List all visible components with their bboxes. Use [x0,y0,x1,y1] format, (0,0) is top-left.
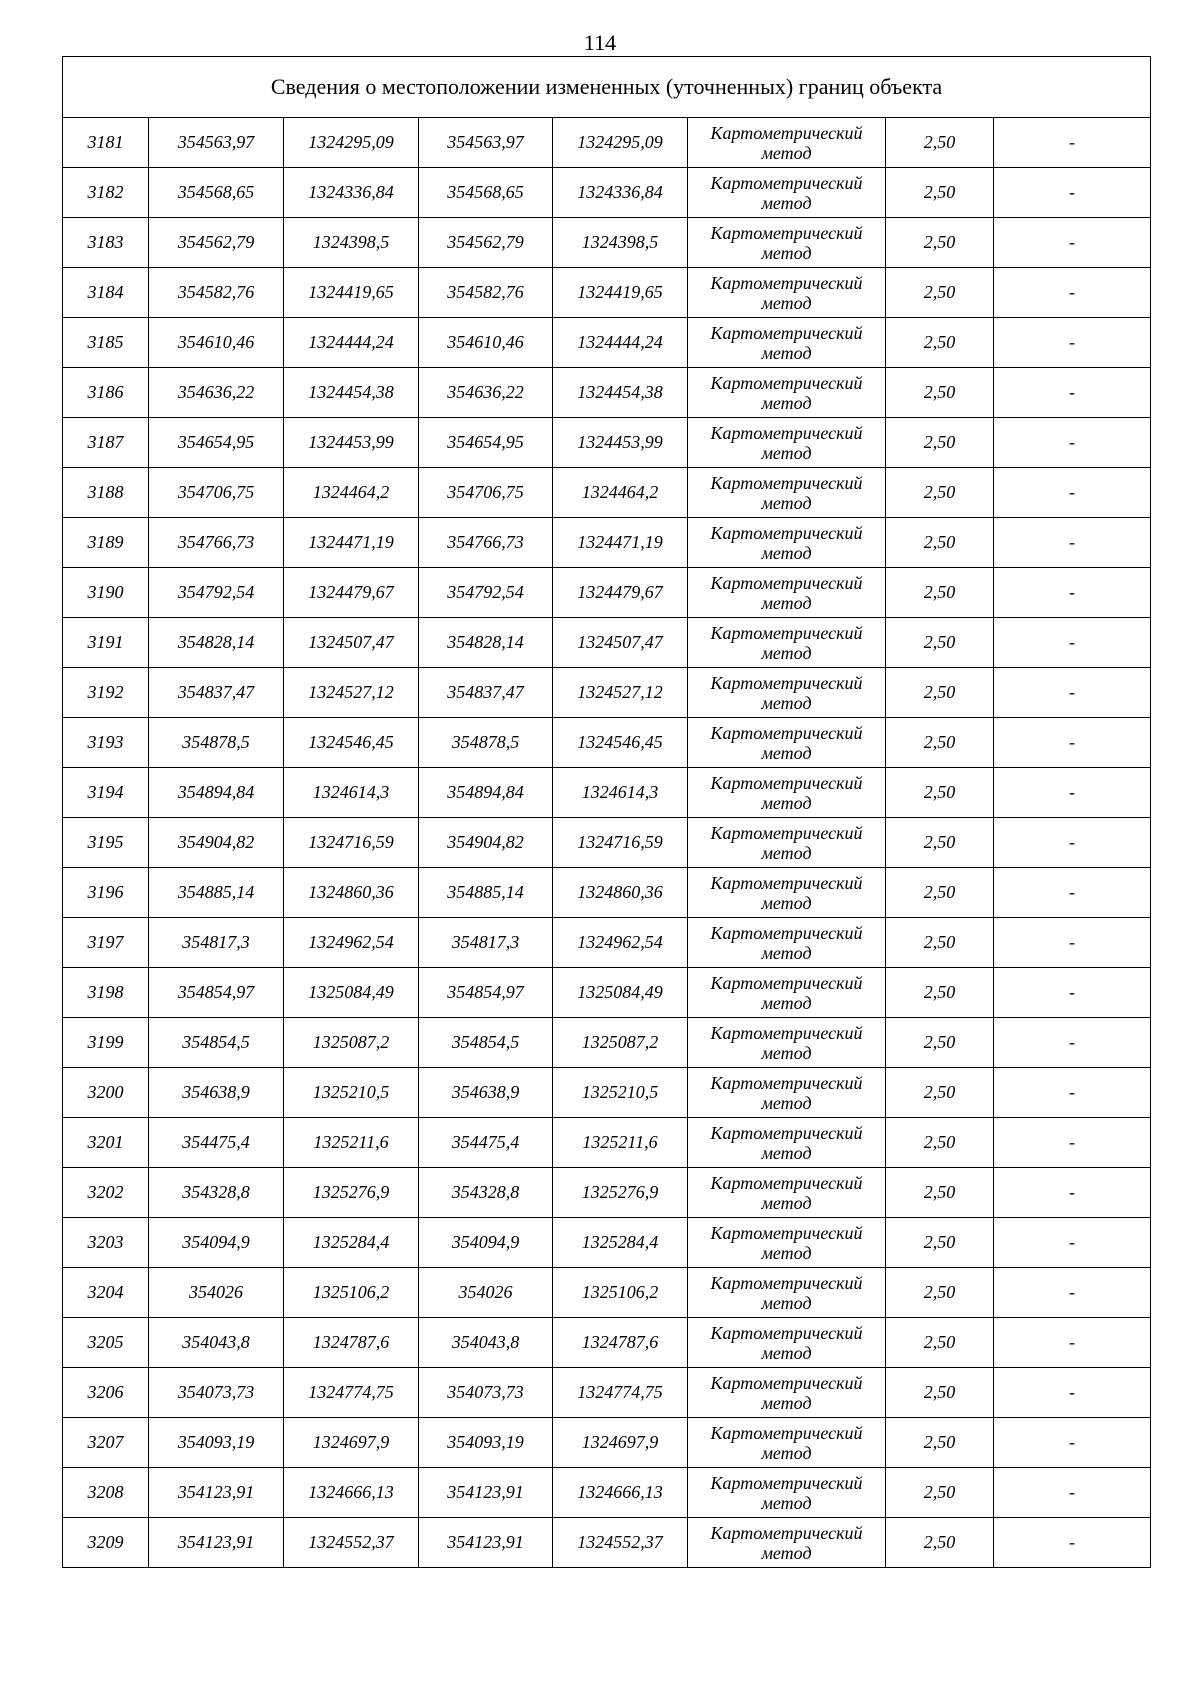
point-number-cell: 3190 [63,568,149,618]
point-number-cell: 3208 [63,1468,149,1518]
point-number-cell: 3186 [63,368,149,418]
point-number-cell: 3192 [63,668,149,718]
existing-y-cell: 1324962,54 [284,918,419,968]
existing-y-cell: 1324419,65 [284,268,419,318]
new-y-cell: 1324454,38 [553,368,688,418]
new-y-cell: 1325210,5 [553,1068,688,1118]
new-x-cell: 354878,5 [419,718,553,768]
existing-x-cell: 354706,75 [149,468,284,518]
existing-y-cell: 1324398,5 [284,218,419,268]
point-number-cell: 3205 [63,1318,149,1368]
accuracy-cell: 2,50 [886,468,994,518]
existing-x-cell: 354817,3 [149,918,284,968]
new-x-cell: 354043,8 [419,1318,553,1368]
table-row [63,118,1151,168]
new-y-cell: 1324507,47 [553,618,688,668]
new-x-cell: 354837,47 [419,668,553,718]
existing-y-cell: 1324774,75 [284,1368,419,1418]
new-x-cell: 354093,19 [419,1418,553,1468]
accuracy-cell: 2,50 [886,768,994,818]
accuracy-cell: 2,50 [886,1218,994,1268]
point-number-cell: 3196 [63,868,149,918]
existing-x-cell: 354123,91 [149,1518,284,1568]
new-x-cell: 354766,73 [419,518,553,568]
new-y-cell: 1324697,9 [553,1418,688,1468]
method-cell: Картометрический метод [688,468,886,518]
boundary-coordinates-table [62,56,1151,1568]
point-number-cell: 3188 [63,468,149,518]
new-y-cell: 1324716,59 [553,818,688,868]
existing-y-cell: 1324527,12 [284,668,419,718]
new-y-cell: 1324479,67 [553,568,688,618]
accuracy-cell: 2,50 [886,818,994,868]
existing-y-cell: 1324697,9 [284,1418,419,1468]
existing-x-cell: 354792,54 [149,568,284,618]
method-cell: Картометрический метод [688,1418,886,1468]
new-x-cell: 354828,14 [419,618,553,668]
accuracy-cell: 2,50 [886,1068,994,1118]
existing-y-cell: 1325087,2 [284,1018,419,1068]
existing-y-cell: 1324453,99 [284,418,419,468]
description-cell: - [994,818,1151,868]
existing-x-cell: 354894,84 [149,768,284,818]
new-x-cell: 354904,82 [419,818,553,868]
accuracy-cell: 2,50 [886,918,994,968]
method-cell: Картометрический метод [688,1368,886,1418]
existing-y-cell: 1324471,19 [284,518,419,568]
new-x-cell: 354328,8 [419,1168,553,1218]
method-cell: Картометрический метод [688,718,886,768]
description-cell: - [994,618,1151,668]
new-x-cell: 354026 [419,1268,553,1318]
new-y-cell: 1324787,6 [553,1318,688,1368]
point-number-cell: 3199 [63,1018,149,1068]
new-y-cell: 1325276,9 [553,1168,688,1218]
new-x-cell: 354654,95 [419,418,553,468]
new-x-cell: 354073,73 [419,1368,553,1418]
existing-y-cell: 1324546,45 [284,718,419,768]
point-number-cell: 3193 [63,718,149,768]
table-row [63,968,1151,1018]
new-x-cell: 354475,4 [419,1118,553,1168]
existing-y-cell: 1325284,4 [284,1218,419,1268]
new-y-cell: 1324527,12 [553,668,688,718]
existing-y-cell: 1324552,37 [284,1518,419,1568]
accuracy-cell: 2,50 [886,1318,994,1368]
new-y-cell: 1325106,2 [553,1268,688,1318]
existing-x-cell: 354562,79 [149,218,284,268]
new-y-cell: 1324962,54 [553,918,688,968]
description-cell: - [994,1518,1151,1568]
point-number-cell: 3182 [63,168,149,218]
existing-x-cell: 354123,91 [149,1468,284,1518]
table-title: Сведения о местоположении измененных (уточненных) границ объекта [63,57,1151,118]
accuracy-cell: 2,50 [886,518,994,568]
method-cell: Картометрический метод [688,118,886,168]
accuracy-cell: 2,50 [886,318,994,368]
new-y-cell: 1325084,49 [553,968,688,1018]
method-cell: Картометрический метод [688,1168,886,1218]
description-cell: - [994,218,1151,268]
existing-x-cell: 354043,8 [149,1318,284,1368]
existing-x-cell: 354328,8 [149,1168,284,1218]
new-x-cell: 354854,5 [419,1018,553,1068]
new-x-cell: 354817,3 [419,918,553,968]
method-cell: Картометрический метод [688,668,886,718]
existing-x-cell: 354568,65 [149,168,284,218]
accuracy-cell: 2,50 [886,368,994,418]
accuracy-cell: 2,50 [886,168,994,218]
existing-x-cell: 354610,46 [149,318,284,368]
existing-y-cell: 1324336,84 [284,168,419,218]
accuracy-cell: 2,50 [886,118,994,168]
existing-x-cell: 354828,14 [149,618,284,668]
table-row [63,318,1151,368]
description-cell: - [994,1318,1151,1368]
table-row [63,1518,1151,1568]
point-number-cell: 3195 [63,818,149,868]
new-y-cell: 1324552,37 [553,1518,688,1568]
method-cell: Картометрический метод [688,268,886,318]
method-cell: Картометрический метод [688,1218,886,1268]
accuracy-cell: 2,50 [886,1418,994,1468]
method-cell: Картометрический метод [688,868,886,918]
accuracy-cell: 2,50 [886,1018,994,1068]
existing-y-cell: 1324860,36 [284,868,419,918]
table-row [63,918,1151,968]
point-number-cell: 3187 [63,418,149,468]
new-x-cell: 354610,46 [419,318,553,368]
existing-x-cell: 354904,82 [149,818,284,868]
description-cell: - [994,1418,1151,1468]
point-number-cell: 3197 [63,918,149,968]
existing-x-cell: 354636,22 [149,368,284,418]
table-row [63,568,1151,618]
method-cell: Картометрический метод [688,568,886,618]
existing-y-cell: 1325106,2 [284,1268,419,1318]
existing-x-cell: 354885,14 [149,868,284,918]
new-x-cell: 354123,91 [419,1468,553,1518]
new-y-cell: 1324419,65 [553,268,688,318]
table-row [63,1468,1151,1518]
point-number-cell: 3202 [63,1168,149,1218]
method-cell: Картометрический метод [688,1268,886,1318]
accuracy-cell: 2,50 [886,268,994,318]
table-row [63,1118,1151,1168]
new-x-cell: 354885,14 [419,868,553,918]
point-number-cell: 3203 [63,1218,149,1268]
existing-x-cell: 354854,97 [149,968,284,1018]
existing-x-cell: 354582,76 [149,268,284,318]
description-cell: - [994,1268,1151,1318]
description-cell: - [994,718,1151,768]
new-y-cell: 1324398,5 [553,218,688,268]
description-cell: - [994,1468,1151,1518]
point-number-cell: 3185 [63,318,149,368]
description-cell: - [994,868,1151,918]
point-number-cell: 3200 [63,1068,149,1118]
accuracy-cell: 2,50 [886,568,994,618]
table-row [63,768,1151,818]
table-row [63,268,1151,318]
description-cell: - [994,468,1151,518]
method-cell: Картометрический метод [688,518,886,568]
existing-y-cell: 1324464,2 [284,468,419,518]
point-number-cell: 3209 [63,1518,149,1568]
new-x-cell: 354894,84 [419,768,553,818]
new-y-cell: 1325284,4 [553,1218,688,1268]
new-y-cell: 1325211,6 [553,1118,688,1168]
new-y-cell: 1324774,75 [553,1368,688,1418]
existing-y-cell: 1324295,09 [284,118,419,168]
description-cell: - [994,1368,1151,1418]
point-number-cell: 3206 [63,1368,149,1418]
existing-x-cell: 354563,97 [149,118,284,168]
new-x-cell: 354568,65 [419,168,553,218]
table-row [63,1218,1151,1268]
method-cell: Картометрический метод [688,218,886,268]
existing-y-cell: 1325276,9 [284,1168,419,1218]
point-number-cell: 3204 [63,1268,149,1318]
table-body [63,57,1151,1568]
description-cell: - [994,918,1151,968]
existing-x-cell: 354878,5 [149,718,284,768]
accuracy-cell: 2,50 [886,418,994,468]
description-cell: - [994,518,1151,568]
existing-y-cell: 1325210,5 [284,1068,419,1118]
description-cell: - [994,1218,1151,1268]
table-row [63,668,1151,718]
point-number-cell: 3181 [63,118,149,168]
existing-y-cell: 1325211,6 [284,1118,419,1168]
description-cell: - [994,168,1151,218]
description-cell: - [994,418,1151,468]
point-number-cell: 3191 [63,618,149,668]
new-y-cell: 1324666,13 [553,1468,688,1518]
table-row [63,518,1151,568]
method-cell: Картометрический метод [688,1118,886,1168]
table-row [63,718,1151,768]
new-x-cell: 354636,22 [419,368,553,418]
accuracy-cell: 2,50 [886,968,994,1018]
description-cell: - [994,968,1151,1018]
accuracy-cell: 2,50 [886,868,994,918]
new-y-cell: 1324453,99 [553,418,688,468]
description-cell: - [994,118,1151,168]
point-number-cell: 3183 [63,218,149,268]
description-cell: - [994,668,1151,718]
table-row [63,1368,1151,1418]
method-cell: Картометрический метод [688,1018,886,1068]
new-x-cell: 354792,54 [419,568,553,618]
new-x-cell: 354562,79 [419,218,553,268]
point-number-cell: 3198 [63,968,149,1018]
existing-x-cell: 354766,73 [149,518,284,568]
table-row [63,1418,1151,1468]
existing-y-cell: 1324507,47 [284,618,419,668]
method-cell: Картометрический метод [688,618,886,668]
method-cell: Картометрический метод [688,918,886,968]
existing-y-cell: 1324666,13 [284,1468,419,1518]
method-cell: Картометрический метод [688,318,886,368]
method-cell: Картометрический метод [688,168,886,218]
existing-x-cell: 354638,9 [149,1068,284,1118]
accuracy-cell: 2,50 [886,718,994,768]
accuracy-cell: 2,50 [886,1118,994,1168]
accuracy-cell: 2,50 [886,1368,994,1418]
new-y-cell: 1324546,45 [553,718,688,768]
new-y-cell: 1325087,2 [553,1018,688,1068]
table-row [63,368,1151,418]
existing-y-cell: 1325084,49 [284,968,419,1018]
description-cell: - [994,268,1151,318]
point-number-cell: 3201 [63,1118,149,1168]
table-row [63,1268,1151,1318]
accuracy-cell: 2,50 [886,1518,994,1568]
existing-x-cell: 354026 [149,1268,284,1318]
description-cell: - [994,1018,1151,1068]
existing-y-cell: 1324614,3 [284,768,419,818]
existing-x-cell: 354073,73 [149,1368,284,1418]
new-x-cell: 354094,9 [419,1218,553,1268]
accuracy-cell: 2,50 [886,1268,994,1318]
new-x-cell: 354854,97 [419,968,553,1018]
method-cell: Картометрический метод [688,818,886,868]
page-number: 114 [583,30,617,55]
existing-x-cell: 354837,47 [149,668,284,718]
table-title-row [63,57,1151,118]
description-cell: - [994,1118,1151,1168]
existing-x-cell: 354854,5 [149,1018,284,1068]
method-cell: Картометрический метод [688,418,886,468]
method-cell: Картометрический метод [688,968,886,1018]
point-number-cell: 3184 [63,268,149,318]
method-cell: Картометрический метод [688,1318,886,1368]
table-row [63,468,1151,518]
table-row [63,1068,1151,1118]
new-x-cell: 354563,97 [419,118,553,168]
new-y-cell: 1324471,19 [553,518,688,568]
accuracy-cell: 2,50 [886,1168,994,1218]
existing-x-cell: 354654,95 [149,418,284,468]
table-row [63,618,1151,668]
new-y-cell: 1324860,36 [553,868,688,918]
new-x-cell: 354638,9 [419,1068,553,1118]
new-x-cell: 354582,76 [419,268,553,318]
existing-x-cell: 354094,9 [149,1218,284,1268]
existing-x-cell: 354475,4 [149,1118,284,1168]
point-number-cell: 3207 [63,1418,149,1468]
method-cell: Картометрический метод [688,768,886,818]
accuracy-cell: 2,50 [886,218,994,268]
table-row [63,418,1151,468]
table-row [63,1318,1151,1368]
new-y-cell: 1324295,09 [553,118,688,168]
table-row [63,868,1151,918]
description-cell: - [994,768,1151,818]
existing-y-cell: 1324444,24 [284,318,419,368]
description-cell: - [994,568,1151,618]
table-row [63,818,1151,868]
accuracy-cell: 2,50 [886,1468,994,1518]
new-y-cell: 1324336,84 [553,168,688,218]
description-cell: - [994,1168,1151,1218]
point-number-cell: 3189 [63,518,149,568]
description-cell: - [994,1068,1151,1118]
table-row [63,218,1151,268]
method-cell: Картометрический метод [688,1068,886,1118]
existing-y-cell: 1324787,6 [284,1318,419,1368]
table-row [63,168,1151,218]
new-y-cell: 1324464,2 [553,468,688,518]
accuracy-cell: 2,50 [886,618,994,668]
accuracy-cell: 2,50 [886,668,994,718]
new-y-cell: 1324614,3 [553,768,688,818]
new-x-cell: 354123,91 [419,1518,553,1568]
method-cell: Картометрический метод [688,1518,886,1568]
description-cell: - [994,368,1151,418]
existing-y-cell: 1324716,59 [284,818,419,868]
existing-x-cell: 354093,19 [149,1418,284,1468]
method-cell: Картометрический метод [688,368,886,418]
point-number-cell: 3194 [63,768,149,818]
existing-y-cell: 1324454,38 [284,368,419,418]
table-row [63,1018,1151,1068]
existing-y-cell: 1324479,67 [284,568,419,618]
method-cell: Картометрический метод [688,1468,886,1518]
new-y-cell: 1324444,24 [553,318,688,368]
description-cell: - [994,318,1151,368]
new-x-cell: 354706,75 [419,468,553,518]
table-row [63,1168,1151,1218]
